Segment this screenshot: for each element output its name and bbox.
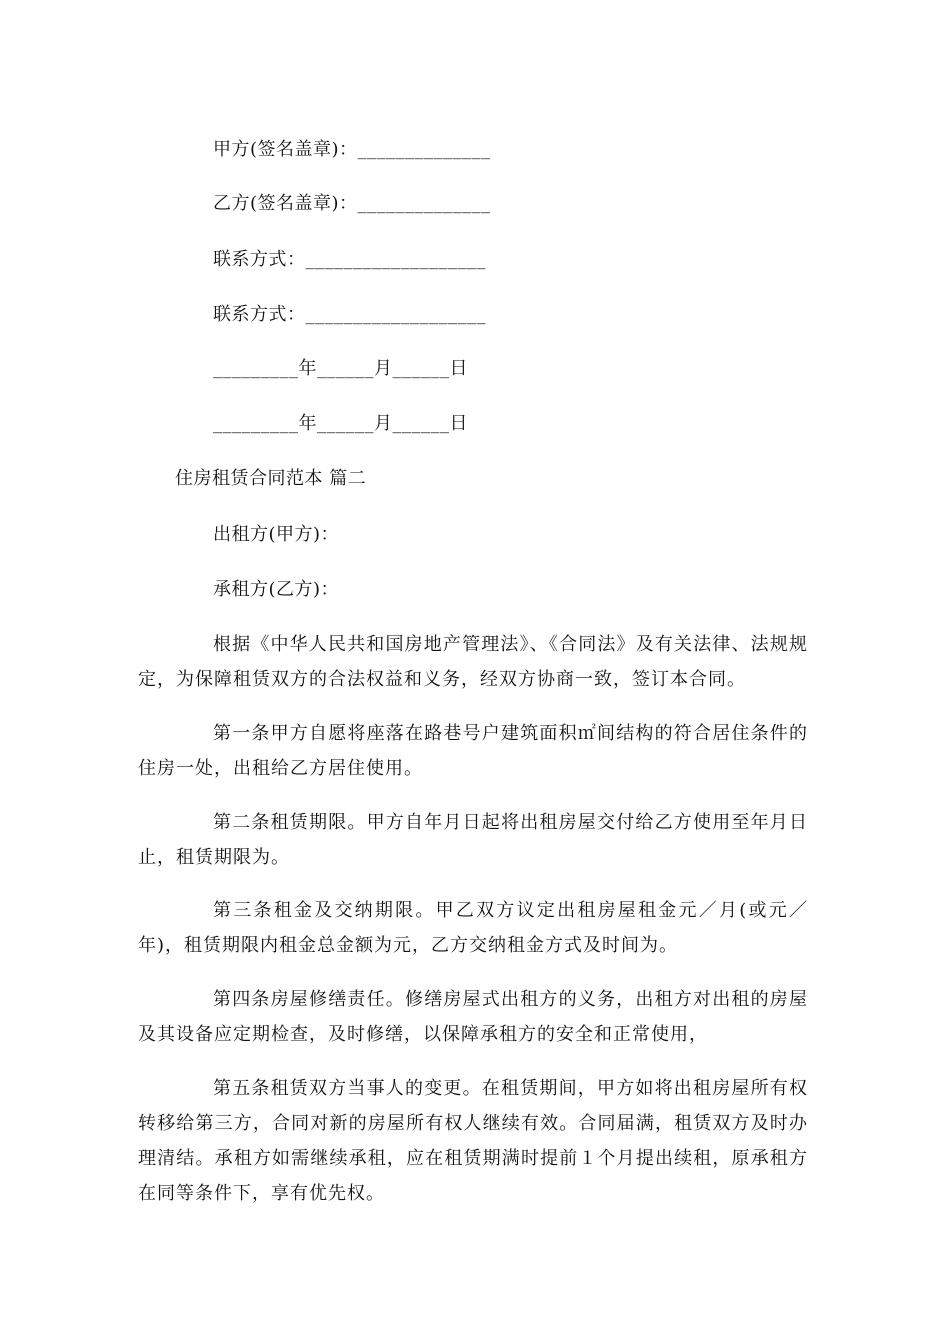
party-b-signature-line: 乙方(签名盖章)：______________: [213, 193, 491, 214]
preamble-paragraph: 根据《中华人民共和国房地产管理法》、《合同法》及有关法律、法规规定，为保障租赁双方的合法权益和义务，经双方协商一致，签订本合同。: [138, 634, 808, 690]
article-2-paragraph: 第二条租赁期限。甲方自年月日起将出租房屋交付给乙方使用至年月日止，租赁期限为。: [138, 812, 808, 868]
article-1-paragraph: 第一条甲方自愿将座落在路巷号户建筑面积㎡间结构的符合居住条件的住房一处，出租给乙方居住使用。: [138, 723, 808, 779]
lessee-label: 承租方(乙方)：: [213, 579, 340, 600]
contact-line-a: 联系方式：___________________: [213, 249, 486, 270]
section-title: 住房租赁合同范本 篇二: [175, 468, 367, 489]
lessor-label: 出租方(甲方)：: [213, 524, 340, 545]
date-line-a: _________年______月______日: [213, 358, 468, 379]
article-3-paragraph: 第三条租金及交纳期限。甲乙双方议定出租房屋租金元／月(或元／年)，租赁期限内租金总金额为元，乙方交纳租金方式及时间为。: [138, 900, 808, 956]
party-a-signature-line: 甲方(签名盖章)：______________: [213, 139, 491, 160]
article-4-paragraph: 第四条房屋修缮责任。修缮房屋式出租方的义务，出租方对出租的房屋及其设备应定期检查，及时修缮，以保障承租方的安全和正常使用，: [138, 989, 808, 1045]
date-line-b: _________年______月______日: [213, 413, 468, 434]
contact-line-b: 联系方式：___________________: [213, 304, 486, 325]
article-5-paragraph: 第五条租赁双方当事人的变更。在租赁期间，甲方如将出租房屋所有权转移给第三方，合同对新的房屋所有权人继续有效。合同届满，租赁双方及时办理清结。承租方如需继续承租，应在租赁期满时提前１个月提出续租，原承租方在同等条件下，享有优先权。: [138, 1078, 808, 1204]
